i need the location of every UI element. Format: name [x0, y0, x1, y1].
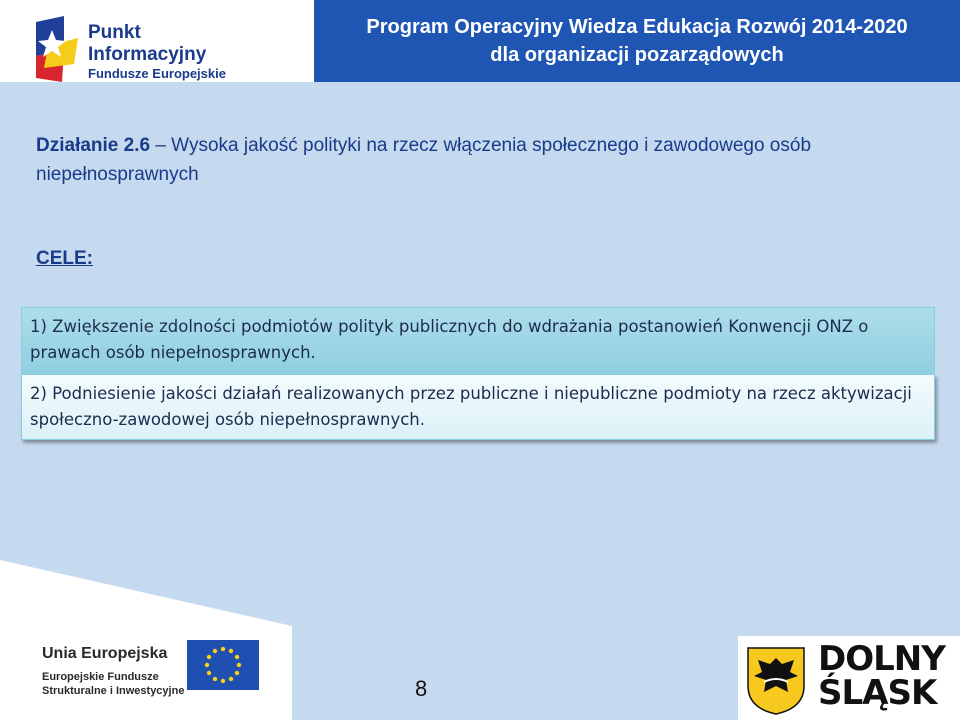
- eu-text: [42, 644, 184, 698]
- header-bar: [314, 0, 960, 82]
- eu-line-3: Strukturalne i Inwestycyjne: [42, 685, 185, 697]
- slide-title: [36, 131, 916, 189]
- title-label: Działanie 2.6: [36, 135, 151, 156]
- dolny-slask-text: [818, 639, 945, 713]
- eu-line-1: Unia Europejska: [42, 645, 168, 662]
- region-line-1: DOLNY: [818, 639, 945, 679]
- goal-item: 2) Podniesienie jakości działań realizowanych przez publiczne i niepubliczne podmioty na rzecz aktywizacji społeczno-zawodowej osób niepełnosprawnych.: [21, 374, 935, 440]
- eu-flag-icon: [187, 640, 259, 690]
- eu-funds-logo: [0, 626, 292, 720]
- dolny-slask-eagle-emblem-icon: [746, 646, 806, 716]
- goal-item: 1) Zwiększenie zdolności podmiotów polityk publicznych do wdrażania postanowień Konwencji ONZ o prawach osób niepełnosprawnych.: [21, 307, 935, 375]
- logo-line-3: Fundusze Europejskie: [88, 66, 226, 81]
- dolny-slask-logo: [738, 636, 960, 720]
- logo-line-1: Punkt: [88, 22, 141, 43]
- title-text: – Wysoka jakość polityki na rzecz włączenia społecznego i zawodowego osób niepełnosprawnych: [36, 135, 812, 185]
- logo-text: [88, 22, 226, 82]
- region-line-2: ŚLĄSK: [818, 673, 937, 713]
- goals-heading: CELE:: [36, 248, 93, 269]
- header-line-1: Program Operacyjny Wiedza Edukacja Rozwój 2014-2020: [366, 16, 908, 38]
- eu-line-2: Europejskie Fundusze: [42, 671, 159, 683]
- logo-mark-icon: [34, 16, 94, 84]
- logo-line-2: Informacyjny: [88, 44, 207, 65]
- header-line-2: dla organizacji pozarządowych: [490, 44, 784, 66]
- page-number: 8: [415, 676, 428, 701]
- punkt-informacyjny-logo: [34, 16, 274, 84]
